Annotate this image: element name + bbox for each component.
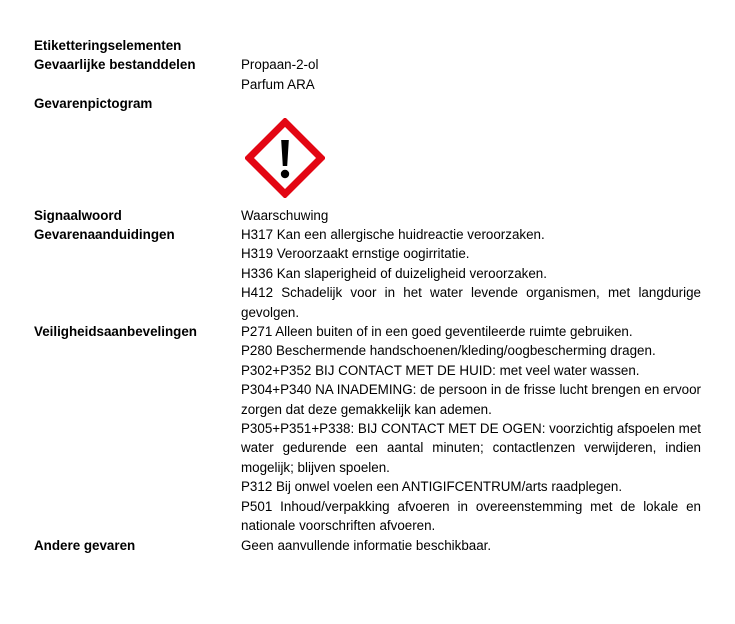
hazardous-ingredients-label: Gevaarlijke bestanddelen [34,57,196,73]
precautionary-statements-list [241,322,701,535]
precautionary-statement: P302+P352 BIJ CONTACT MET DE HUID: met veel water wassen. [241,362,640,378]
other-hazards-label: Andere gevaren [34,537,136,553]
precautionary-statement: P280 Beschermende handschoenen/kleding/oogbescherming dragen. [241,343,656,359]
precautionary-statement: P271 Alleen buiten of in een goed geventileerde ruimte gebruiken. [241,324,633,340]
ingredient-item: Parfum ARA [241,76,315,92]
precautionary-statement: P304+P340 NA INADEMING: de persoon in de frisse lucht brengen en ervoor zorgen dat deze gemakkelijk kan ademen. [241,382,701,417]
hazardous-ingredients-list [241,55,701,94]
exclamation-mark-diamond-icon [245,118,325,198]
other-hazards-row [34,536,704,555]
other-hazards-value: Geen aanvullende informatie beschikbaar. [241,537,492,553]
hazard-statements-list [241,225,701,322]
pictogram-row [34,94,704,205]
label-elements-section [34,36,704,555]
precautionary-statements-row [34,322,704,535]
precautionary-statement: P501 Inhoud/verpakking afvoeren in overeenstemming met de lokale en nationale voorschriften afvoeren. [241,498,701,534]
ingredient-item: Propaan-2-ol [241,57,319,73]
hazard-statement: H412 Schadelijk voor in het water levende organismen, met langdurige gevolgen. [241,285,701,320]
precautionary-statement: P312 Bij onwel voelen een ANTIGIFCENTRUM/arts raadplegen. [241,479,623,495]
signal-word-label: Signaalwoord [34,207,122,223]
hazard-statements-row [34,225,704,322]
pictogram-cell [241,94,701,205]
precautionary-statements-label: Veiligheidsaanbevelingen [34,324,197,340]
pictogram-label: Gevarenpictogram [34,96,153,112]
signal-word-row [34,206,704,225]
hazard-statement: H336 Kan slaperigheid of duizeligheid veroorzaken. [241,265,547,281]
hazardous-ingredients-row [34,55,704,94]
section-title-row [34,36,704,55]
hazard-statement: H319 Veroorzaakt ernstige oogirritatie. [241,246,470,262]
hazard-statement: H317 Kan een allergische huidreactie veroorzaken. [241,227,545,243]
signal-word-value: Waarschuwing [241,207,329,223]
section-title: Etiketteringselementen [34,38,182,53]
hazard-statements-label: Gevarenaanduidingen [34,227,175,243]
precautionary-statement: P305+P351+P338: BIJ CONTACT MET DE OGEN: voorzichtig afspoelen met water gedurende een aantal minuten; contactlenzen verwijderen, indien mogelijk; blijven spoelen. [241,421,701,475]
